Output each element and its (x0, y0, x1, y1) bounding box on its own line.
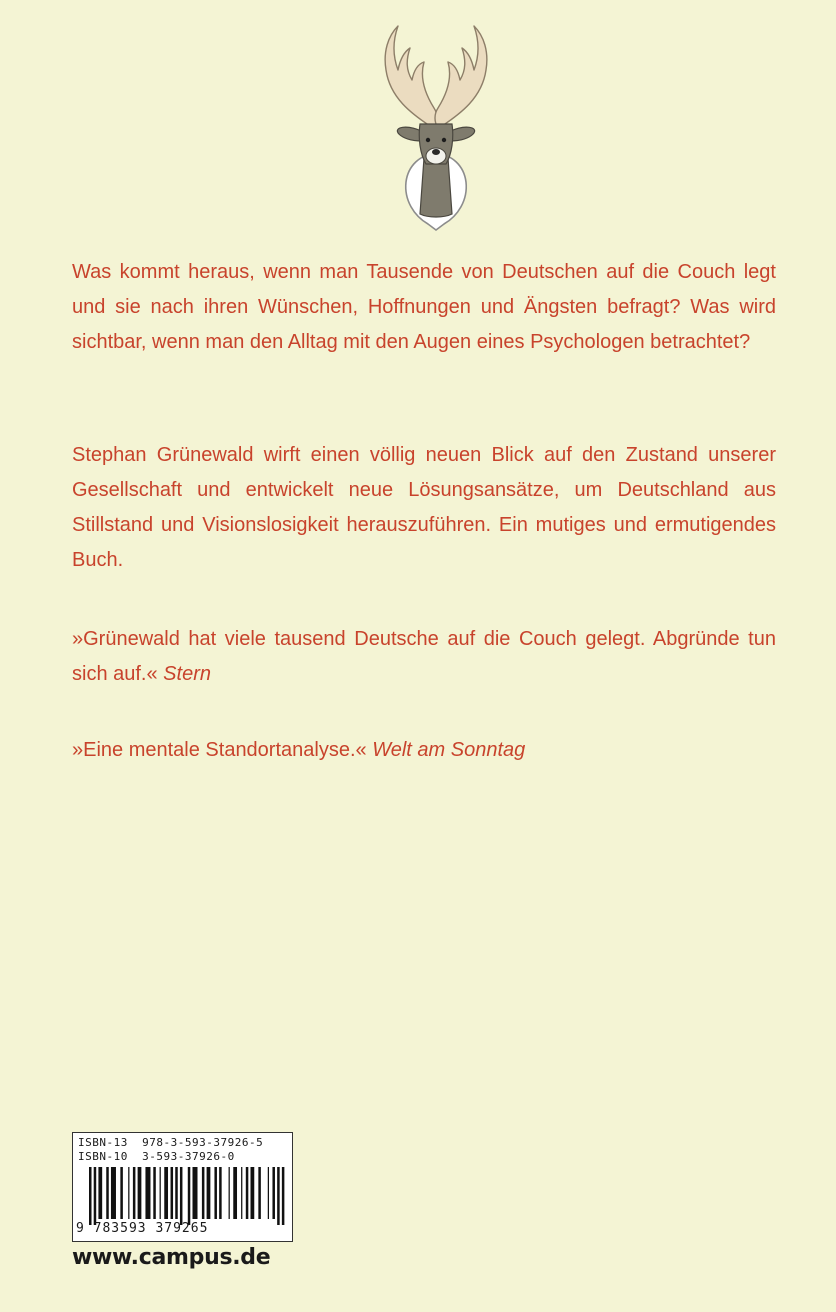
barcode-bar (94, 1167, 97, 1225)
isbn-13-label: ISBN-13 (78, 1136, 128, 1149)
barcode-bar (160, 1167, 161, 1219)
barcode-bar (268, 1167, 269, 1219)
barcode-bar (229, 1167, 230, 1219)
barcode-bar (175, 1167, 178, 1219)
barcode-bar (246, 1167, 249, 1219)
barcode-bar (282, 1167, 285, 1225)
quote-text: »Eine mentale Standortanalyse.« (72, 739, 367, 761)
barcode-bar (219, 1167, 222, 1219)
barcode-bar (98, 1167, 102, 1219)
quote-text: »Grünewald hat viele tausend Deutsche auf die Couch gelegt. Abgründe tun sich auf.« (72, 628, 776, 685)
isbn-13-value: 978-3-593-37926-5 (142, 1136, 264, 1149)
barcode-bar (233, 1167, 237, 1219)
isbn-10-value: 3-593-37926-0 (142, 1150, 235, 1163)
isbn-10-label: ISBN-10 (78, 1150, 128, 1163)
isbn-barcode-box (72, 1132, 293, 1242)
description-paragraph-1 (72, 255, 776, 360)
barcode-bar (145, 1167, 150, 1219)
barcode-bar (133, 1167, 136, 1219)
barcode-bar (277, 1167, 280, 1225)
barcode-bar (128, 1167, 129, 1219)
barcode (89, 1167, 285, 1225)
quote-1 (72, 622, 776, 692)
barcode-bar (89, 1167, 92, 1225)
barcode-digits: 9 783593 379265 (76, 1221, 209, 1236)
description-paragraph-2 (72, 438, 776, 578)
barcode-bar (251, 1167, 255, 1219)
publisher-website: www.campus.de (72, 1245, 271, 1270)
barcode-bar (138, 1167, 142, 1219)
description-text-2: Stephan Grünewald wirft einen völlig neuen Blick auf den Zustand unserer Gesellschaft und entwickelt neue Lösungsansätze, um Deutschland aus Stillstand und Visionslosigkeit herauszuführen. Ein mutiges und ermutigendes Buch. (72, 444, 776, 571)
quote-source: Welt am Sonntag (372, 739, 526, 761)
barcode-bar (106, 1167, 109, 1219)
barcode-bar (153, 1167, 156, 1219)
barcode-bar (241, 1167, 242, 1219)
quote-2 (72, 733, 776, 768)
barcode-bar (258, 1167, 261, 1219)
barcode-bar (164, 1167, 168, 1219)
barcode-bar (207, 1167, 211, 1219)
isbn-13 (78, 1136, 263, 1149)
barcode-bar (192, 1167, 197, 1219)
description-text-1: Was kommt heraus, wenn man Tausende von Deutschen auf die Couch legt und sie nach ihren Wünschen, Hoffnungen und Ängsten befragt? Was wird sichtbar, wenn man den Alltag mit den Augen eines Psychologen betrachtet? (72, 261, 776, 353)
barcode-bar (202, 1167, 205, 1219)
isbn-10 (78, 1150, 235, 1163)
barcode-bar (180, 1167, 183, 1225)
barcode-bar (188, 1167, 191, 1225)
deer-trophy-icon (368, 18, 504, 233)
barcode-bar (111, 1167, 116, 1219)
quote-source: Stern (163, 663, 211, 685)
barcode-bar (171, 1167, 174, 1219)
barcode-bar (120, 1167, 123, 1219)
barcode-bar (272, 1167, 275, 1219)
barcode-bar (214, 1167, 217, 1219)
